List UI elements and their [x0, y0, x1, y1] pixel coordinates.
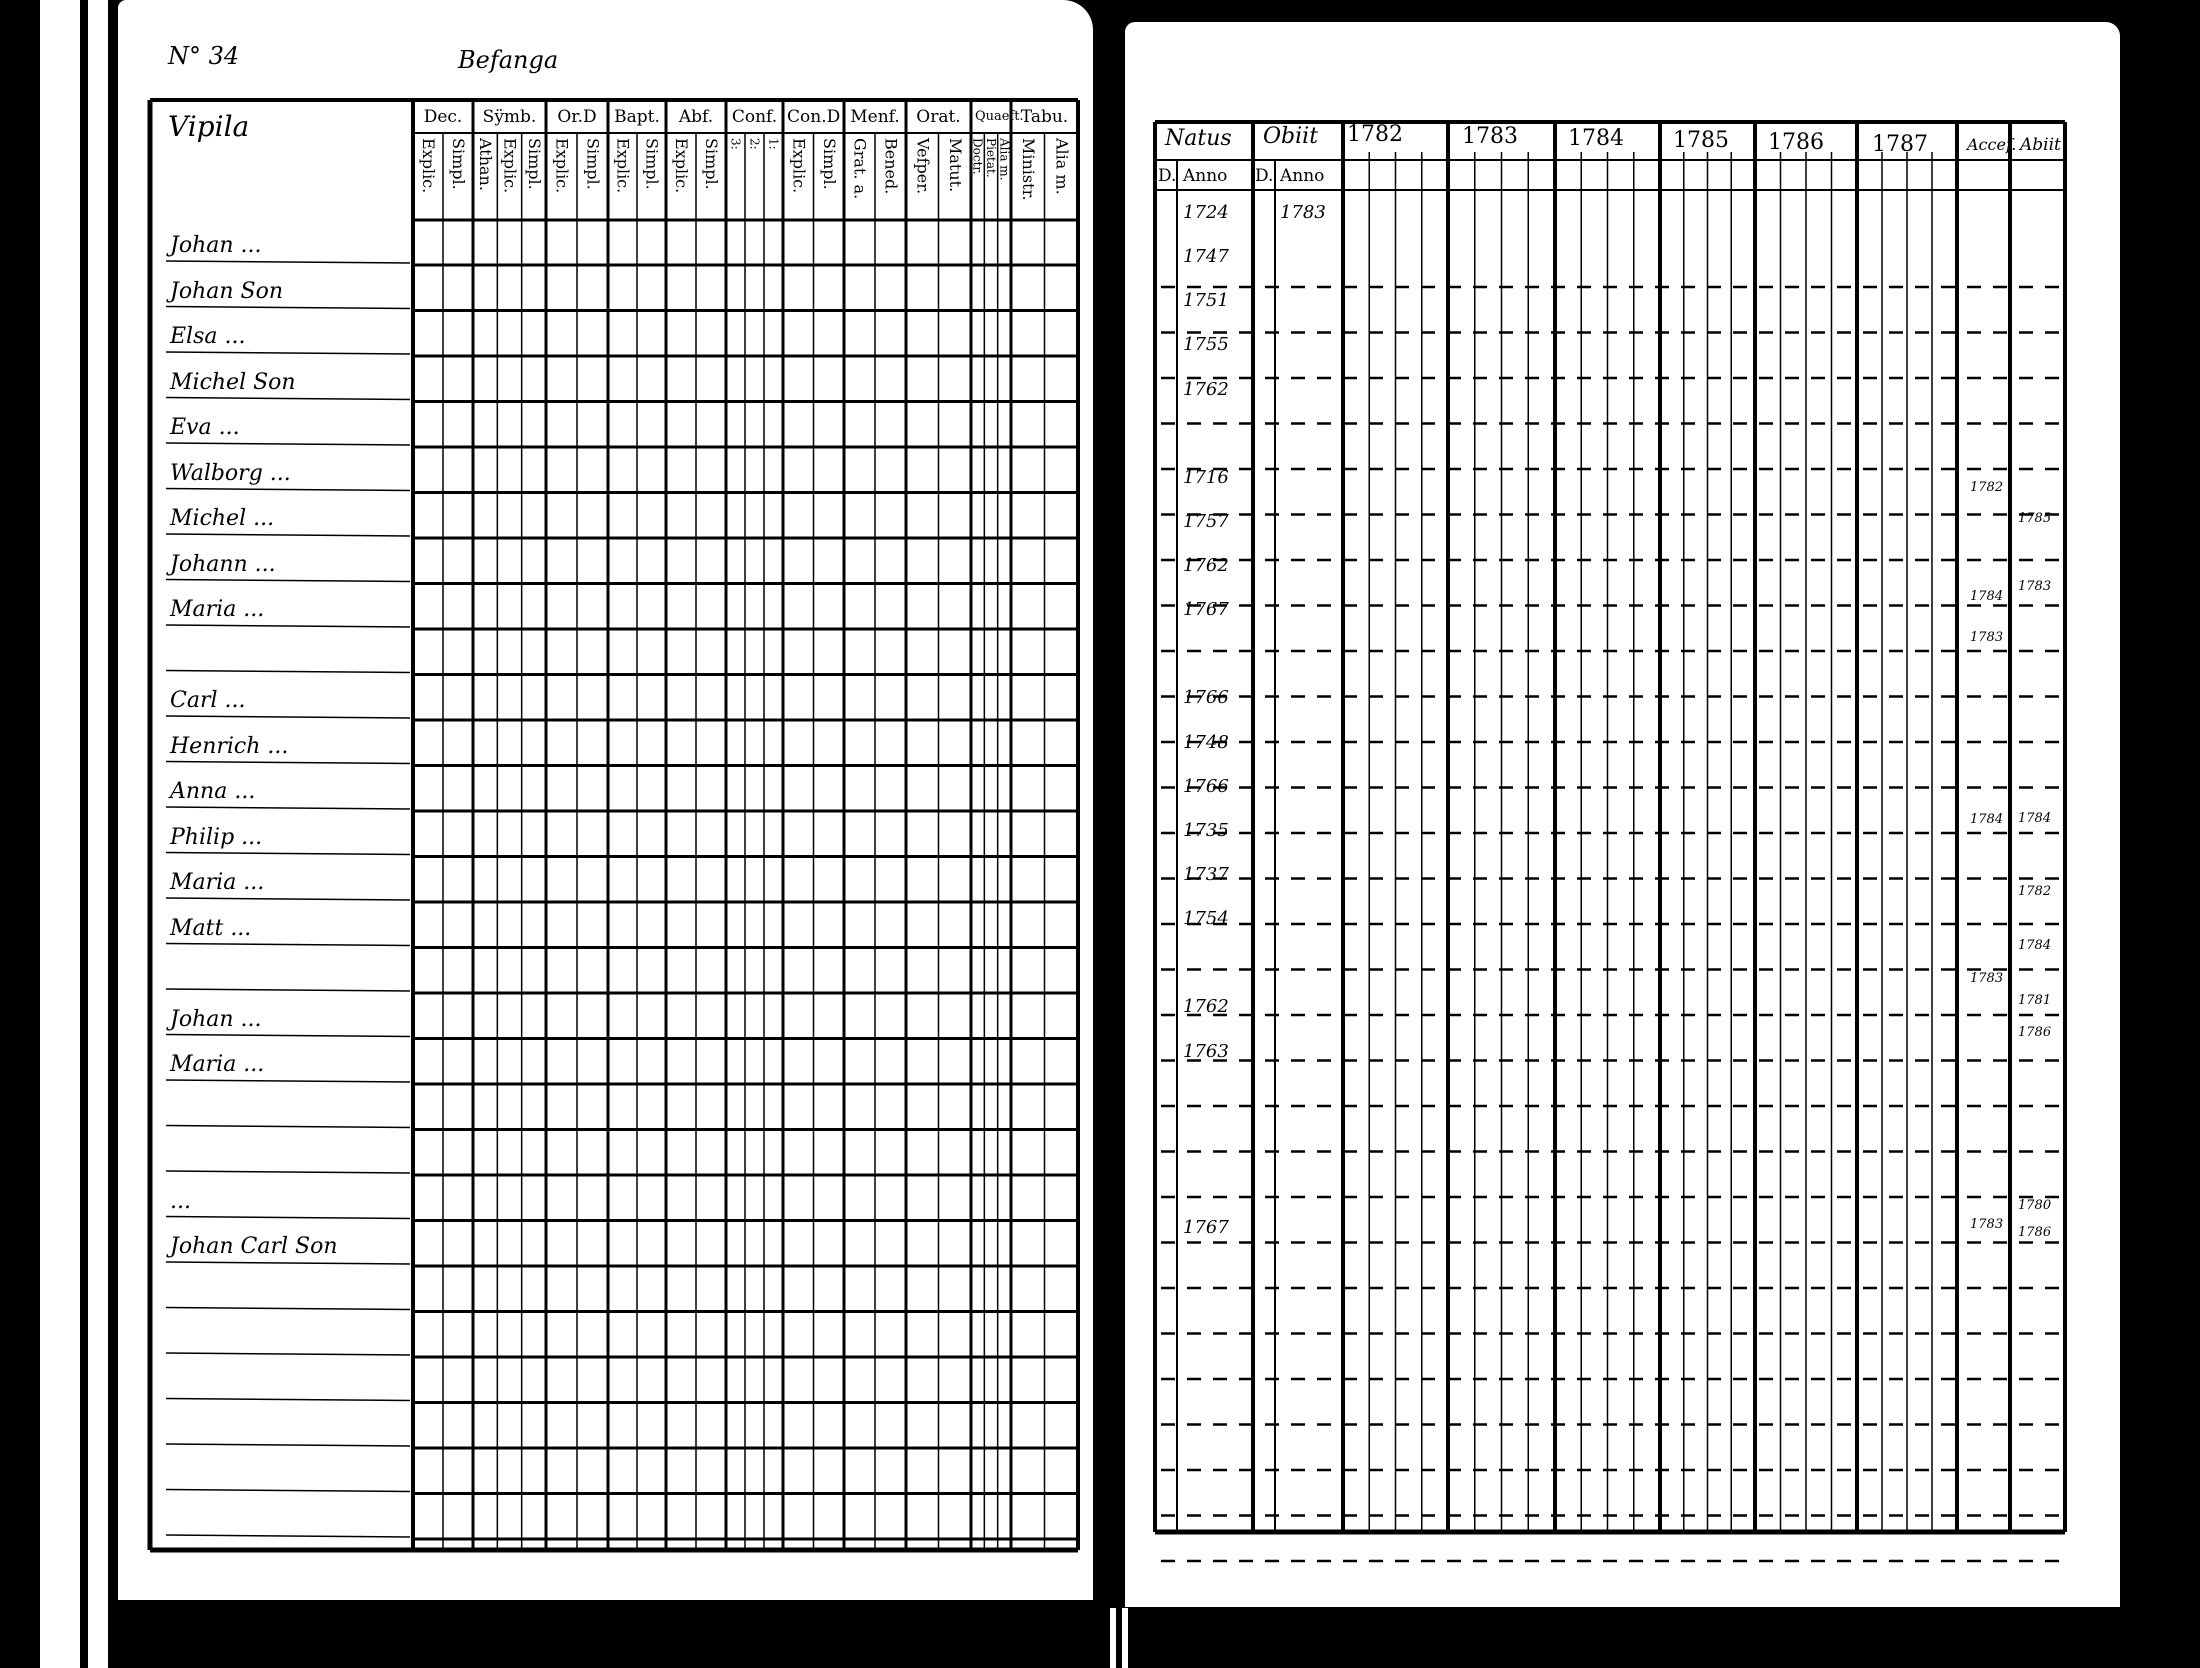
sub-column-label: Athan.	[476, 138, 496, 191]
natus-header: Natus	[1165, 126, 1232, 151]
person-name: Anna ...	[170, 779, 256, 804]
year-header-1787: 1787	[1872, 132, 1928, 157]
column-title: Abf.	[678, 107, 714, 127]
column-title: Bapt.	[614, 107, 660, 127]
death-year: 1783	[1280, 202, 1326, 223]
name-underline	[166, 944, 410, 946]
name-underline	[166, 1444, 410, 1446]
sub-column-label: Matut.	[945, 138, 965, 193]
accession-year: 1784	[1970, 812, 2004, 828]
departure-year: 1784	[2018, 810, 2052, 826]
person-name: Carl ...	[170, 688, 246, 713]
year-header-1782: 1782	[1347, 122, 1403, 147]
accession-year: 1783	[1970, 630, 2004, 646]
birth-year: 1767	[1183, 599, 1229, 621]
person-name: Johann ...	[170, 551, 276, 577]
person-name: Johan Son	[170, 278, 283, 304]
name-underline	[166, 1171, 410, 1173]
right-register-page	[1125, 22, 2120, 1607]
departure-year: 1786	[2018, 1024, 2052, 1040]
column-title: Conf.	[731, 107, 778, 127]
name-underline	[166, 671, 410, 673]
obiit-year-header: Anno	[1280, 166, 1325, 186]
name-underline	[166, 443, 410, 445]
person-name: Elsa ...	[170, 324, 246, 349]
column-title: Tabu.	[1020, 107, 1069, 127]
name-underline	[166, 1490, 410, 1492]
page-number: N° 34	[168, 42, 240, 70]
person-name: Eva ...	[170, 415, 240, 440]
column-title: Or.D	[557, 107, 597, 127]
birth-year: 1762	[1183, 378, 1229, 400]
column-title: Con.D	[787, 107, 841, 127]
sub-column-label: Bened.	[881, 138, 901, 195]
abiit-header: Abiit	[2020, 135, 2061, 155]
name-underline	[166, 307, 410, 309]
name-underline	[166, 398, 410, 400]
birth-year: 1755	[1183, 334, 1229, 356]
birth-year: 1766	[1183, 775, 1229, 797]
name-underline	[166, 625, 410, 627]
person-name: Maria ...	[170, 870, 265, 895]
sub-column-label: Simpl.	[583, 138, 603, 190]
accession-year: 1783	[1970, 1217, 2004, 1233]
name-underline	[166, 534, 410, 536]
name-underline	[166, 1217, 410, 1219]
birth-year: 1724	[1183, 202, 1229, 223]
sub-column-label: Simpl.	[819, 138, 839, 190]
birth-year: 1747	[1183, 246, 1229, 268]
sub-column-label: Explic.	[552, 138, 572, 194]
name-underline	[166, 898, 410, 900]
sub-column-label: Simpl.	[449, 138, 468, 190]
sub-column-label: Vefper.	[913, 138, 933, 195]
name-underline	[166, 1308, 410, 1310]
name-underline	[166, 489, 410, 491]
sub-column-label: Explic.	[789, 138, 809, 194]
accessit-header: Accef.	[1967, 135, 2017, 154]
name-underline	[166, 1126, 410, 1128]
departure-year: 1784	[2018, 938, 2052, 954]
sub-column-label: Pietat.	[984, 138, 998, 178]
village-name: Befanga	[458, 46, 559, 74]
departure-year: 1782	[2018, 883, 2052, 899]
birth-year: 1754	[1183, 908, 1229, 930]
column-title: Dec.	[423, 107, 463, 127]
name-underline	[166, 261, 410, 263]
gutter-mark	[1110, 1608, 1116, 1668]
person-name: Maria ...	[170, 1052, 265, 1077]
sub-column-label: Alia m.	[1052, 138, 1072, 195]
person-name: Johan ...	[170, 233, 262, 258]
sub-column-label: Explic.	[419, 138, 438, 194]
birth-year: 1762	[1183, 996, 1229, 1018]
name-underline	[166, 1399, 410, 1401]
sub-column-label: 1:	[766, 138, 781, 150]
year-header-1786: 1786	[1768, 130, 1824, 155]
sub-column-label: Simpl.	[702, 138, 721, 190]
birth-year: 1737	[1183, 864, 1229, 886]
birth-year: 1735	[1183, 819, 1229, 841]
name-underline	[166, 352, 410, 354]
departure-year: 1780	[2018, 1197, 2052, 1213]
book-spine-edge	[40, 0, 80, 1668]
obiit-day-header: D.	[1255, 166, 1274, 186]
person-name: ...	[170, 1188, 191, 1214]
name-underline	[166, 1535, 410, 1537]
column-title: Quaeft.	[975, 109, 1024, 124]
birth-year: 1763	[1183, 1040, 1229, 1062]
column-title: Menf.	[850, 107, 900, 127]
birth-year: 1716	[1183, 466, 1229, 488]
sub-column-label: Grat. a.	[850, 138, 870, 200]
year-header-1783: 1783	[1462, 124, 1518, 149]
person-name: Maria ...	[170, 597, 265, 622]
person-name: Henrich ...	[170, 733, 289, 759]
name-underline	[166, 1080, 410, 1082]
left-register-page	[118, 0, 1093, 1600]
sub-column-label: Alia m.	[997, 138, 1012, 181]
departure-year: 1783	[2018, 578, 2052, 594]
person-name: Matt ...	[170, 915, 252, 941]
person-name: Walborg ...	[170, 460, 291, 486]
sub-column-label: Explic.	[500, 138, 520, 194]
book-gutter	[1095, 0, 1125, 1668]
person-name: Michel ...	[170, 506, 275, 531]
person-name: Johan ...	[170, 1006, 262, 1032]
name-underline	[166, 762, 410, 764]
birth-year: 1757	[1183, 510, 1229, 532]
person-name: Philip ...	[170, 824, 263, 850]
name-column-header: Vipila	[168, 110, 250, 143]
column-title: Orat.	[916, 107, 961, 127]
name-underline	[166, 716, 410, 718]
year-header-1785: 1785	[1673, 128, 1729, 153]
accession-year: 1783	[1970, 971, 2004, 987]
person-name: Johan Carl Son	[170, 1234, 338, 1259]
natus-year-header: Anno	[1183, 166, 1228, 186]
departure-year: 1781	[2018, 992, 2052, 1008]
book-spine-edge-inner	[88, 0, 108, 1668]
name-underline	[166, 1262, 410, 1264]
name-underline	[166, 1035, 410, 1037]
accession-year: 1784	[1970, 589, 2004, 605]
sub-column-label: Simpl.	[524, 138, 544, 190]
sub-column-label: Explic.	[613, 138, 633, 194]
name-underline	[166, 807, 410, 809]
sub-column-label: Simpl.	[642, 138, 662, 190]
sub-column-label: Doctr.	[970, 138, 985, 175]
birth-year: 1751	[1183, 290, 1229, 312]
accession-year: 1782	[1970, 480, 2004, 495]
sub-column-label: Explic.	[672, 138, 691, 194]
sub-column-label: Ministr.	[1018, 138, 1038, 201]
person-name: Michel Son	[170, 369, 296, 395]
natus-day-header: D.	[1158, 166, 1177, 186]
birth-year: 1766	[1183, 687, 1229, 709]
birth-year: 1762	[1183, 555, 1229, 577]
sub-column-label: 2:	[747, 138, 762, 150]
year-header-1784: 1784	[1568, 126, 1624, 151]
name-underline	[166, 580, 410, 582]
column-title: Sÿmb.	[482, 107, 537, 127]
obiit-header: Obiit	[1263, 124, 1319, 149]
departure-year: 1786	[2018, 1224, 2052, 1240]
departure-year: 1785	[2018, 510, 2052, 526]
birth-year: 1748	[1183, 731, 1229, 753]
name-underline	[166, 1353, 410, 1355]
left-grid-lines	[118, 0, 1093, 1600]
name-underline	[166, 989, 410, 991]
gutter-mark	[1122, 1608, 1128, 1668]
sub-column-label: 3:	[728, 138, 743, 150]
birth-year: 1767	[1183, 1217, 1229, 1239]
name-underline	[166, 853, 410, 855]
